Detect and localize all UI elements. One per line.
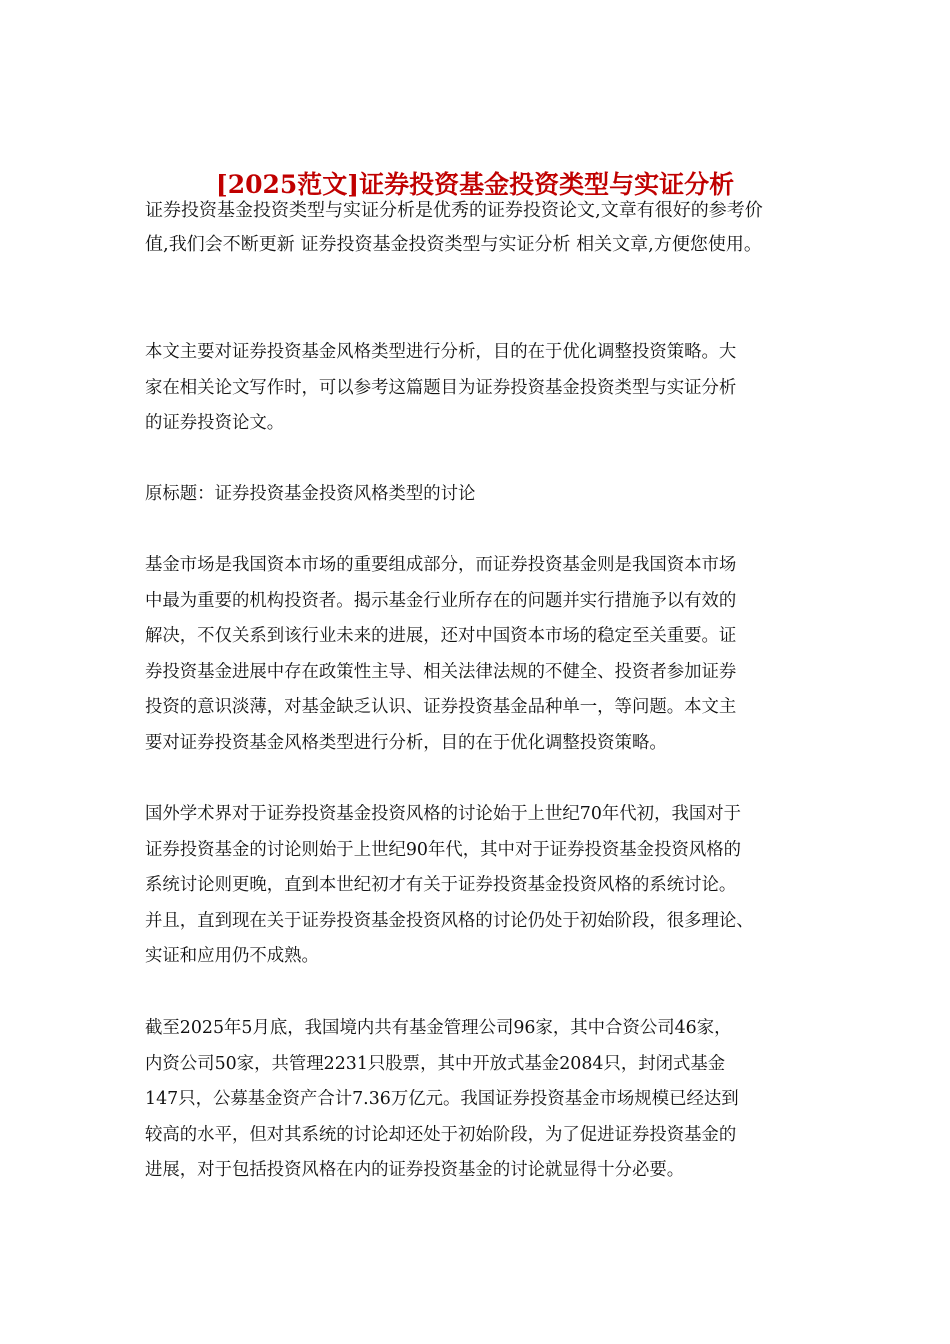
intro-text bbox=[145, 194, 811, 262]
paragraph-line: 要对证券投资基金风格类型进行分析，目的在于优化调整投资策略。 bbox=[145, 732, 667, 753]
page-title: [2025范文]证券投资基金投资类型与实证分析 bbox=[215, 169, 735, 199]
paragraph-line: 券投资基金进展中存在政策性主导、相关法律法规的不健全、投资者参加证券 bbox=[145, 661, 737, 682]
paragraph-line: 实证和应用仍不成熟。 bbox=[145, 946, 319, 967]
paragraph-line: 进展，对于包括投资风格在内的证券投资基金的讨论就显得十分必要。 bbox=[145, 1160, 685, 1181]
intro-line: 值,我们会不断更新 证券投资基金投资类型与实证分析 相关文章,方便您使用。 bbox=[145, 234, 762, 255]
paragraph-line: 解决，不仅关系到该行业未来的进展，还对中国资本市场的稳定至关重要。证 bbox=[145, 626, 737, 647]
paragraph-line: 本文主要对证券投资基金风格类型进行分析，目的在于优化调整投资策略。大 bbox=[145, 342, 737, 362]
paragraph-line: 系统讨论则更晚，直到本世纪初才有关于证券投资基金投资风格的系统讨论。 bbox=[145, 875, 737, 896]
paragraph-line: 较高的水平，但对其系统的讨论却还处于初始阶段，为了促进证券投资基金的 bbox=[145, 1124, 737, 1145]
paragraph-line: 家在相关论文写作时，可以参考这篇题目为证券投资基金投资类型与实证分析 bbox=[145, 377, 737, 398]
paragraph-research-history bbox=[145, 797, 809, 975]
paragraph-line: 中最为重要的机构投资者。揭示基金行业所存在的问题并实行措施予以有效的 bbox=[145, 590, 737, 611]
paragraph-line: 147只，公募基金资产合计7.36万亿元。我国证券投资基金市场规模已经达到 bbox=[145, 1089, 739, 1110]
paragraph-line: 国外学术界对于证券投资基金投资风格的讨论始于上世纪70年代初，我国对于 bbox=[145, 804, 742, 824]
paragraph-line: 的证券投资论文。 bbox=[145, 413, 285, 434]
paragraph-line: 截至2025年5月底，我国境内共有基金管理公司96家，其中合资公司46家， bbox=[145, 1018, 732, 1038]
intro-line: 证券投资基金投资类型与实证分析是优秀的证券投资论文,文章有很好的参考价 bbox=[145, 200, 763, 221]
paragraph-line: 原标题：证券投资基金投资风格类型的讨论 bbox=[145, 484, 476, 504]
paragraph-summary bbox=[145, 335, 809, 442]
paragraph-line: 证券投资基金的讨论则始于上世纪90年代，其中对于证券投资基金投资风格的 bbox=[145, 839, 742, 860]
paragraph-line: 基金市场是我国资本市场的重要组成部分，而证券投资基金则是我国资本市场 bbox=[145, 555, 737, 575]
paragraph-market-statistics bbox=[145, 1011, 809, 1189]
paragraph-original-title bbox=[145, 477, 809, 513]
paragraph-market-overview bbox=[145, 548, 809, 762]
paragraph-line: 并且，直到现在关于证券投资基金投资风格的讨论仍处于初始阶段，很多理论、 bbox=[145, 910, 754, 931]
paragraph-line: 投资的意识淡薄，对基金缺乏认识、证券投资基金品种单一，等问题。本文主 bbox=[145, 697, 737, 718]
paragraph-line: 内资公司50家，共管理2231只股票，其中开放式基金2084只，封闭式基金 bbox=[145, 1053, 726, 1074]
